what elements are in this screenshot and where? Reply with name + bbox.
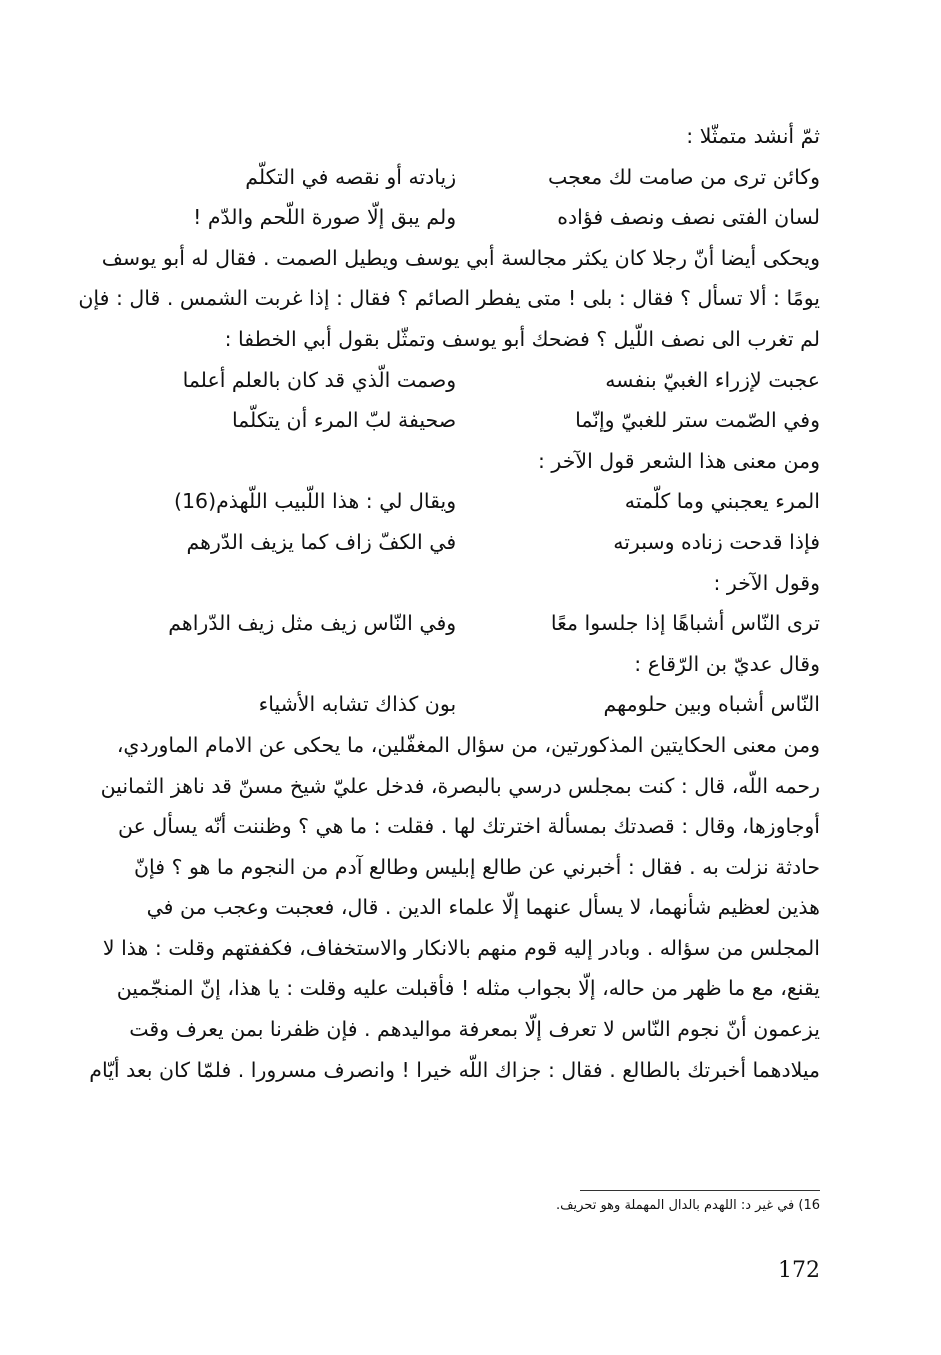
verse-first-hemistich: وفي الصّمت ستر للغبيّ وإنّما (575, 408, 820, 433)
poem-verse (62, 603, 820, 644)
verse-first-hemistich: فإذا قدحت زناده وسبرته (613, 529, 820, 554)
verse-first-hemistich: النّاس أشباه وبين حلومهم (603, 692, 820, 717)
prose-line: يزعمون أنّ نجوم النّاس لا تعرف إلّا بمعرفة مواليدهم . فإن ظفرنا بمن يعرف وقت (129, 1017, 820, 1042)
verse-first-hemistich: ترى النّاس أشباهًا إذا جلسوا معًا (550, 611, 820, 636)
poem-verse (62, 157, 820, 198)
prose-line: ومن معنى الحكايتين المذكورتين، من سؤال المغفّلين، ما يحكى عن الامام الماوردي، (116, 732, 820, 757)
poem-verse (62, 360, 820, 401)
prose-line: المجلس من سؤاله . وبادر إليه قوم منهم بالانكار والاستخفاف، فكففتهم وقلت : هذا لا (102, 935, 820, 960)
prose-line: ويحكى أيضا أنّ رجلا كان يكثر مجالسة أبي يوسف ويطيل الصمت . فقال له أبو يوسف (101, 245, 820, 270)
prose-line: لم تغرب الى نصف اللّيل ؟ فضحك أبو يوسف وتمثّل بقول أبي الخطفا : (224, 326, 820, 351)
poem-verse (62, 400, 820, 441)
poem-verse (62, 481, 820, 522)
prose-line: وقال عديّ بن الرّقاع : (634, 651, 820, 676)
prose-line: يقنع، مع ما ظهر من حاله، إلّا بجواب مثله ! فأقبلت عليه وقلت : يا هذا، إنّ المنجّمين (116, 976, 820, 1001)
verse-second-hemistich: ويقال لي : هذا اللّبيب اللّهذم(16) (174, 489, 457, 514)
verse-second-hemistich: بون كذاك تشابه الأشياء (258, 692, 457, 717)
verse-first-hemistich: لسان الفتى نصف ونصف فؤاده (557, 205, 820, 230)
footnote-divider (580, 1190, 820, 1191)
prose-line: وقول الآخر : (713, 570, 820, 595)
verse-second-hemistich: وفي النّاس زيف مثل زيف الدّراهم (168, 611, 457, 636)
verse-first-hemistich: عجبت لإزراء الغبيّ بنفسه (605, 367, 820, 392)
prose-line: يومًا : ألا تسأل ؟ فقال : بلى ! متى يفطر الصائم ؟ فقال : إذا غربت الشمس . قال : فإن (78, 286, 820, 311)
verse-second-hemistich: صحيفة لبّ المرء أن يتكلّما (231, 408, 457, 433)
main-text (62, 116, 820, 1090)
prose-line: ثمّ أنشد متمثّلا : (686, 124, 820, 148)
prose-line: ميلادهما أخبرتك بالطالع . فقال : جزاك اللّه خيرا ! وانصرف مسرورا . فلمّا كان بعد أيّام (89, 1057, 820, 1082)
footnote: 16) في غير د: اللهدم بالدال المهملة وهو تحريف. (555, 1198, 820, 1213)
verse-first-hemistich: وكائن ترى من صامت لك معجب (548, 164, 820, 189)
verse-second-hemistich: وصمت الّذي قد كان بالعلم أعلما (182, 367, 457, 392)
verse-second-hemistich: زيادته أو نقصه في التكلّم (245, 164, 457, 189)
verse-second-hemistich: ولم يبق إلّا صورة اللّحم والدّم ! (193, 205, 457, 230)
prose-line: ومن معنى هذا الشعر قول الآخر : (538, 448, 820, 473)
poem-verse (62, 522, 820, 563)
page-number: 172 (778, 1258, 820, 1283)
poem-verse (62, 684, 820, 725)
prose-line: حادثة نزلت به . فقال : أخبرني عن طالع إبليس وطالع آدم من النجوم ما هو ؟ فإنّ (133, 854, 820, 879)
verse-first-hemistich: المرء يعجبني وما كلّمته (624, 489, 820, 514)
prose-line: هذين لعظيم شأنهما، لا يسأل عنهما إلّا علماء الدين . قال، فعجبت وعجب من في (146, 895, 820, 920)
poem-verse (62, 197, 820, 238)
prose-line: أوجاوزها، وقال : قصدتك بمسألة اخترتك لها . فقلت : ما هي ؟ وظننت أنّه يسأل عن (117, 814, 820, 839)
verse-second-hemistich: في الكفّ زاف كما يزيف الدّرهم (186, 529, 457, 554)
prose-line: رحمه اللّه، قال : كنت بمجلس درسي بالبصرة، فدخل عليّ شيخ مسنّ قد ناهز الثمانين (100, 773, 820, 798)
